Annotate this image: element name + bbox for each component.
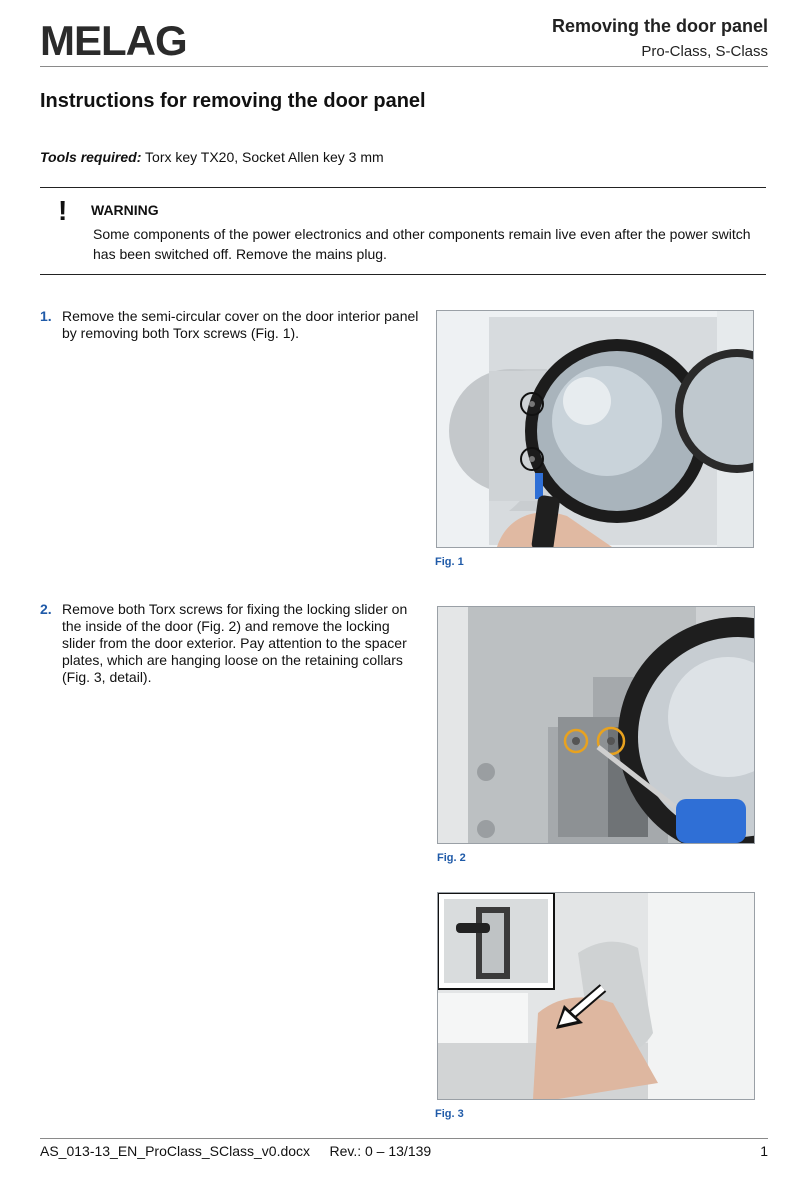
header-subtitle: Pro-Class, S-Class [641, 43, 768, 60]
figure-1-label: Fig. 1 [435, 556, 464, 568]
locking-slider-illustration [438, 607, 754, 843]
door-exterior-illustration [438, 893, 754, 1099]
header-divider [40, 66, 768, 67]
step-1 [40, 308, 420, 342]
tools-label: Tools required: [40, 149, 142, 165]
step-text: Remove the semi-circular cover on the door interior panel by removing both Torx screws (Fig. 1). [62, 308, 419, 341]
melag-logo: MELAG [40, 17, 187, 64]
warning-title: WARNING [91, 202, 159, 218]
header-title: Removing the door panel [551, 16, 768, 36]
figure-3-label: Fig. 3 [435, 1108, 464, 1120]
step-number: 1. [40, 308, 52, 324]
warning-text: Some components of the power electronics and other components remain live even after the power switch has been switched off. Remove the mains plug. [93, 226, 751, 262]
warning-top-rule [40, 187, 766, 188]
figure-1-photo [436, 310, 754, 548]
figure-3-photo [437, 892, 755, 1100]
door-interior-illustration [437, 311, 753, 547]
footer-page-number: 1 [760, 1143, 768, 1159]
tools-required [40, 149, 384, 165]
step-number: 2. [40, 601, 52, 617]
step-2 [40, 601, 420, 686]
step-text: Remove both Torx screws for fixing the locking slider on the inside of the door (Fig. 2) and remove the locking slider from the door exterior. Pay attention to the spacer plates, which are hanging loose on the retaining collars (Fig. 3, detail). [62, 601, 408, 685]
tools-value: Torx key TX20, Socket Allen key 3 mm [141, 149, 384, 165]
figure-2-label: Fig. 2 [437, 852, 466, 864]
footer-document-id: AS_013-13_EN_ProClass_SClass_v0.docx Rev.: 0 – 13/139 [40, 1143, 432, 1159]
warning-bottom-rule [40, 274, 766, 275]
warning-icon: ! [58, 195, 68, 226]
footer-divider [40, 1138, 768, 1139]
figure-2-photo [437, 606, 755, 844]
page-title: Instructions for removing the door panel [40, 90, 426, 112]
